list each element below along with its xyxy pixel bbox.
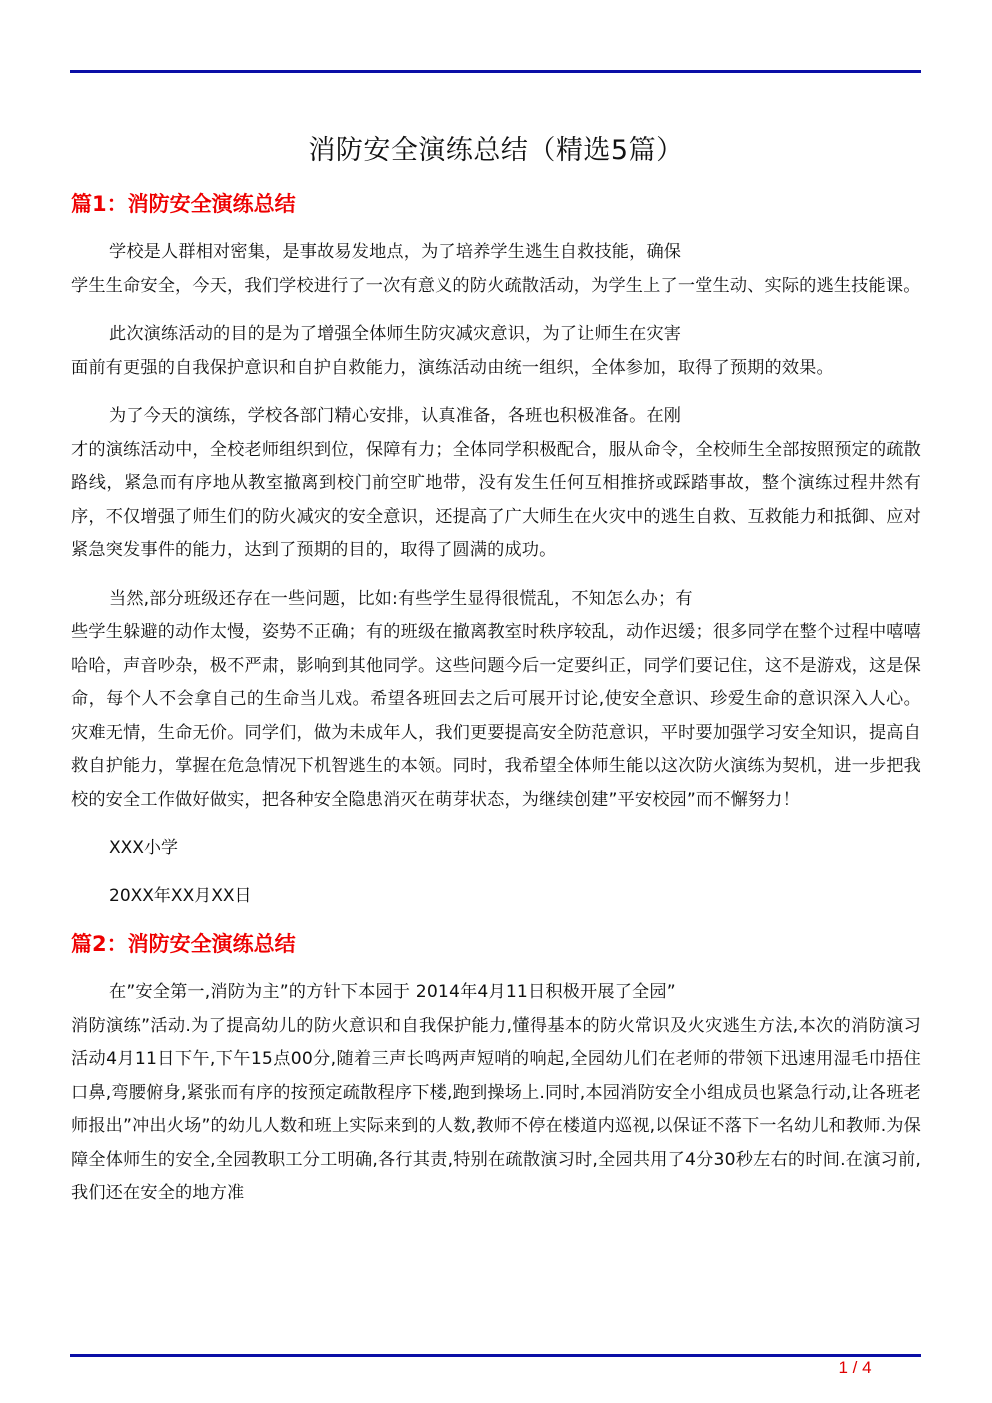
- header-rule: [70, 70, 921, 73]
- signature-school: XXX小学: [109, 838, 178, 858]
- paragraph: [71, 318, 921, 385]
- section-heading-2: 篇2：消防安全演练总结: [71, 932, 296, 956]
- paragraph: [71, 583, 921, 818]
- footer-rule: [70, 1354, 921, 1357]
- paragraph-first-line: 学校是人群相对密集，是事故易发地点，为了培养学生逃生自救技能，确保: [109, 242, 682, 262]
- document-body: [71, 188, 921, 1211]
- paragraph-text: 学生生命安全，今天，我们学校进行了一次有意义的防火疏散活动，为学生上了一堂生动、实际的逃生技能课。: [71, 275, 921, 296]
- document-title: 消防安全演练总结（精选5篇）: [308, 135, 684, 166]
- paragraph-first-line: 此次演练活动的目的是为了增强全体师生防灾减灾意识，为了让师生在灾害: [109, 324, 682, 344]
- paragraph: [71, 400, 921, 568]
- paragraph-first-line: 在”安全第一,消防为主”的方针下本园于 2014年4月11日积极开展了全园”: [109, 982, 676, 1002]
- paragraph-first-line: 为了今天的演练，学校各部门精心安排，认真准备，各班也积极准备。在刚: [109, 406, 682, 426]
- paragraph-text: 面前有更强的自我保护意识和自护自救能力，演练活动由统一组织，全体参加，取得了预期的效果。: [71, 357, 834, 378]
- paragraph-text: 消防演练”活动.为了提高幼儿的防火意识和自我保护能力,懂得基本的防火常识及火灾逃生方法,本次的消防演习活动4月11日下午,下午15点00分,随着三声长鸣两声短哨的响起,全园幼儿们在老师的带领下迅速用湿毛巾捂住口鼻,弯腰俯身,紧张而有序的按预定疏散程序下楼,跑到操场上.同时,本园消防安全小组成员也紧急行动,让各班老师报出”冲出火场”的幼儿人数和班上实际来到的人数,教师不停在楼道内巡视,以保证不落下一名幼儿和教师.为保障全体师生的安全,全园教职工分工明确,各行其责,特别在疏散演习时,全园共用了4分30秒左右的时间.在演习前,我们还在安全的地方准: [71, 1015, 921, 1203]
- paragraph: [71, 976, 921, 1211]
- paragraph-text: 些学生躲避的动作太慢，姿势不正确；有的班级在撤离教室时秩序较乱，动作迟缓；很多同学在整个过程中嘻嘻哈哈，声音吵杂，极不严肃，影响到其他同学。这些问题今后一定要纠正，同学们要记住，这不是游戏，这是保命，每个人不会拿自己的生命当儿戏。希望各班回去之后可展开讨论,使安全意识、珍爱生命的意识深入人心。灾难无情，生命无价。同学们，做为未成年人，我们更要提高安全防范意识，平时要加强学习安全知识，提高自救自护能力，掌握在危急情况下机智逃生的本领。同时，我希望全体师生能以这次防火演练为契机，进一步把我校的安全工作做好做实，把各种安全隐患消灭在萌芽状态，为继续创建”平安校园”而不懈努力！: [71, 622, 921, 810]
- signature-date: 20XX年XX月XX日: [109, 886, 252, 906]
- paragraph-first-line: 当然,部分班级还存在一些问题，比如:有些学生显得很慌乱，不知怎么办；有: [109, 588, 693, 609]
- page-number: 1 / 4: [838, 1358, 872, 1377]
- section-heading-1: 篇1：消防安全演练总结: [71, 192, 296, 216]
- paragraph: [71, 236, 921, 303]
- paragraph-text: 才的演练活动中，全校老师组织到位，保障有力；全体同学积极配合，服从命令，全校师生全部按照预定的疏散路线，紧急而有序地从教室撤离到校门前空旷地带，没有发生任何互相推挤或踩踏事故，整个演练过程井然有序，不仅增强了师生们的防火减灾的安全意识，还提高了广大师生在火灾中的逃生自救、互救能力和抵御、应对紧急突发事件的能力，达到了预期的目的，取得了圆满的成功。: [71, 439, 921, 560]
